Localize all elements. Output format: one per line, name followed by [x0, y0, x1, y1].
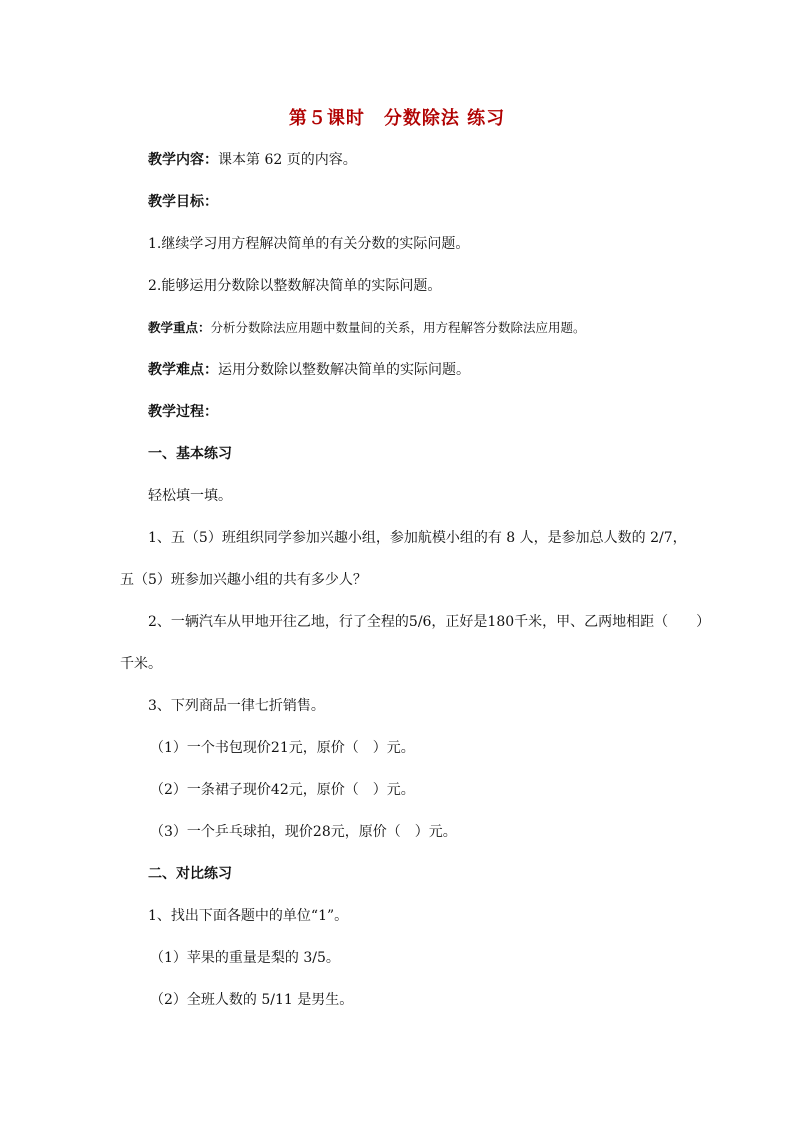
content-text: 课本第 62 页的内容。 — [218, 152, 357, 168]
question-3: 3、下列商品一律七折销售。 — [148, 698, 325, 714]
intro-text: 轻松填一填。 — [148, 488, 232, 504]
content-label: 教学内容： — [148, 152, 218, 168]
question-2-line-1: 2、一辆汽车从甲地开往乙地，行了全程的5/6，正好是180千米，甲、乙两地相距（ ） — [148, 614, 711, 630]
difficulty-label: 教学难点： — [148, 362, 218, 378]
goal-item-2: 2.能够运用分数除以整数解决简单的实际问题。 — [148, 278, 442, 294]
question-1-line-2: 五（5）班参加兴趣小组的共有多少人？ — [120, 572, 367, 588]
section-1-heading: 一、基本练习 — [148, 446, 232, 462]
question-3-item-1: （1）一个书包现价21元，原价（ ）元。 — [150, 740, 415, 756]
compare-item-2: （2）全班人数的 5/11 是男生。 — [150, 992, 354, 1008]
compare-question-1: 1、找出下面各题中的单位“1”。 — [148, 908, 349, 924]
process-heading: 教学过程： — [148, 404, 218, 420]
question-3-item-2: （2）一条裙子现价42元，原价（ ）元。 — [150, 782, 415, 798]
question-3-item-3: （3）一个乒乓球拍，现价28元，原价（ ）元。 — [150, 824, 457, 840]
key-point-text: 分析分数除法应用题中数量间的关系，用方程解答分数除法应用题。 — [210, 320, 586, 335]
difficulty-line — [148, 361, 470, 379]
page-title: 第５课时 分数除法 练习 — [288, 108, 506, 129]
goal-item-1: 1.继续学习用方程解决简单的有关分数的实际问题。 — [148, 236, 470, 252]
key-point-label: 教学重点： — [148, 320, 211, 335]
question-1-line-1: 1、五（5）班组织同学参加兴趣小组，参加航模小组的有 8 人，是参加总人数的 2/7， — [148, 530, 687, 546]
question-2-line-2: 千米。 — [120, 656, 162, 672]
difficulty-text: 运用分数除以整数解决简单的实际问题。 — [218, 362, 470, 378]
content-line — [148, 151, 357, 169]
key-point-line — [148, 319, 586, 337]
goals-heading: 教学目标： — [148, 194, 218, 210]
compare-item-1: （1）苹果的重量是梨的 3/5。 — [150, 950, 340, 966]
section-2-heading: 二、对比练习 — [148, 866, 232, 882]
